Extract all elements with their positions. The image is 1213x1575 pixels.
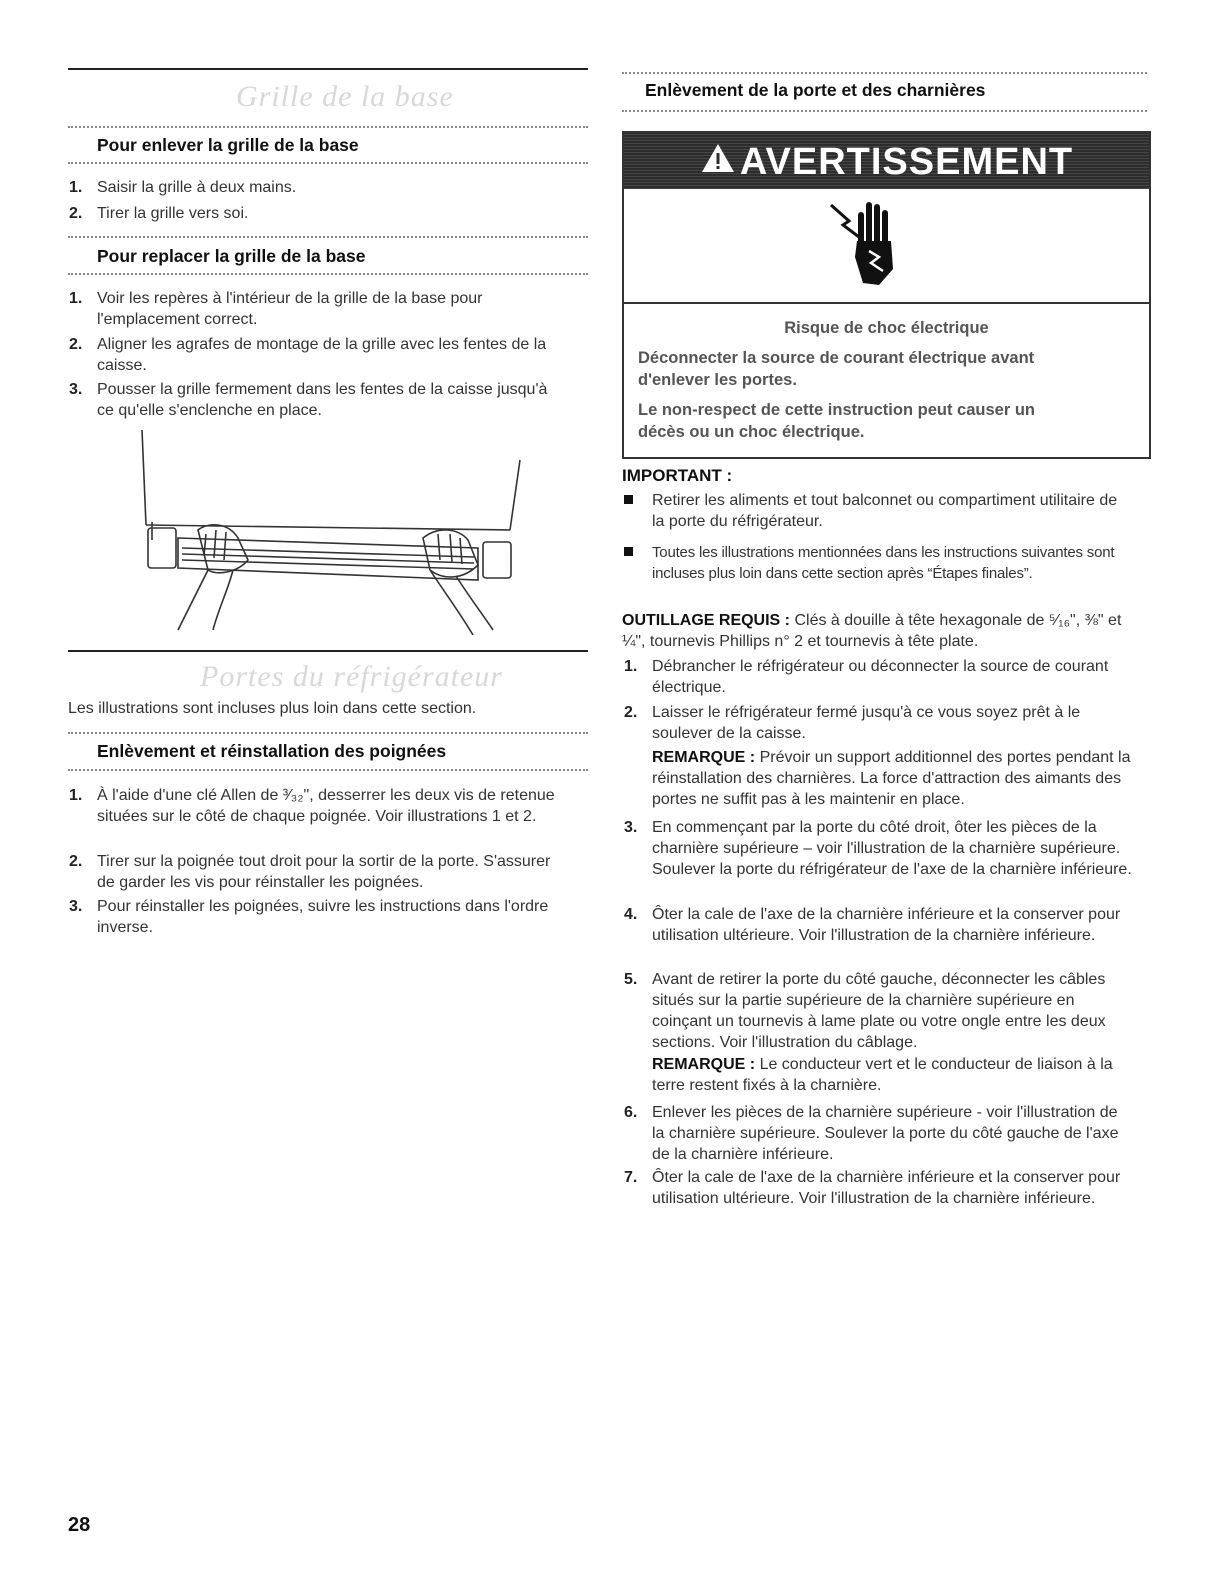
warning-title: AVERTISSEMENT — [739, 141, 1074, 183]
list-item: 1. Saisir la grille à deux mains. — [69, 179, 297, 196]
divider — [68, 162, 588, 164]
subtitle-handles: Enlèvement et réinstallation des poignées — [97, 741, 447, 761]
subtitle-remove-grille: Pour enlever la grille de la base — [97, 135, 359, 155]
subtitle-replace-grille: Pour replacer la grille de la base — [97, 246, 366, 266]
list-item: 3. Pousser la grille fermement dans les fentes de la caisse jusqu'à ce qu'elle s'enclenche en place. — [69, 381, 548, 419]
section-rule — [68, 650, 588, 652]
list-item: 3. Pour réinstaller les poignées, suivre les instructions dans l'ordre inverse. — [69, 898, 549, 936]
grille-removal-illustration — [138, 430, 538, 640]
divider — [68, 732, 588, 734]
list-item: 2. Tirer la grille vers soi. — [69, 205, 249, 222]
section-intro: Les illustrations sont incluses plus loin dans cette section. — [68, 700, 477, 717]
section-title-portes: Portes du réfrigérateur — [200, 660, 503, 693]
list-item: 1. Débrancher le réfrigérateur ou déconnecter la source de courant électrique. — [624, 658, 1109, 696]
list-item: 1. Voir les repères à l'intérieur de la grille de la base pour l'emplacement correct. — [69, 290, 483, 328]
list-item: 6. Enlever les pièces de la charnière supérieure - voir l'illustration de la charnière supérieure. Soulever la porte du côté gauche de l'axe de la charnière inférieure. — [624, 1104, 1119, 1163]
list-item: 7. Ôter la cale de l'axe de la charnière inférieure et la conserver pour utilisation ultérieure. Voir l'illustration de la charnière inférieure. — [624, 1169, 1121, 1207]
divider — [68, 236, 588, 238]
divider — [622, 72, 1147, 74]
note: REMARQUE : Le conducteur vert et le conducteur de liaison à la terre restent fixés à la charnière. — [652, 1056, 1113, 1094]
divider — [622, 110, 1147, 112]
electric-shock-hand-icon — [829, 195, 909, 295]
divider — [68, 273, 588, 275]
divider — [68, 126, 588, 128]
warning-line-1: Déconnecter la source de courant électrique avant d'enlever les portes. — [638, 349, 1035, 389]
divider — [68, 769, 588, 771]
warning-line-2: Le non-respect de cette instruction peut causer un décès ou un choc électrique. — [638, 401, 1035, 441]
warning-risk: Risque de choc électrique — [784, 319, 989, 337]
note: REMARQUE : Prévoir un support additionnel des portes pendant la réinstallation des charnières. La force d'attraction des aimants des portes ne suffit pas à les maintenir en place. — [652, 749, 1131, 808]
list-item: 2. Laisser le réfrigérateur fermé jusqu'à ce vous soyez prêt à le soulever de la caisse. — [624, 704, 1081, 742]
top-rule-left — [68, 68, 588, 70]
important-label: IMPORTANT : — [622, 466, 733, 485]
list-item: 5. Avant de retirer la porte du côté gauche, déconnecter les câbles situés sur la partie supérieure de la charnière supérieure en coinçant un tournevis à lame plate ou votre ongle entre les deux sections. Voir l'illustration du câblage. — [624, 971, 1106, 1051]
list-item: Retirer les aliments et tout balconnet ou compartiment utilitaire de la porte du réfrigérateur. — [652, 490, 1122, 532]
list-item: Toutes les illustrations mentionnées dans les instructions suivantes sont incluses plus loin dans cette section après “Étapes finales”. — [652, 542, 1144, 584]
list-item: 1. À l'aide d'une clé Allen de ³⁄₃₂", desserrer les deux vis de retenue situées sur le côté de chaque poignée. Voir illustrations 1 et 2. — [69, 787, 555, 825]
warning-triangle-icon — [700, 141, 736, 184]
list-item: 2. Aligner les agrafes de montage de la grille avec les fentes de la caisse. — [69, 336, 547, 374]
subtitle-door-removal: Enlèvement de la porte et des charnières — [645, 80, 986, 100]
divider — [624, 302, 1149, 304]
page-number: 28 — [68, 1514, 91, 1536]
list-item: 2. Tirer sur la poignée tout droit pour la sortir de la porte. S'assurer de garder les vis pour réinstaller les poignées. — [69, 853, 551, 891]
list-item: 4. Ôter la cale de l'axe de la charnière inférieure et la conserver pour utilisation ultérieure. Voir l'illustration de la charnière inférieure. — [624, 906, 1121, 944]
tools-required: OUTILLAGE REQUIS : Clés à douille à tête hexagonale de ⁵⁄₁₆", ⅜" et ¼", tournevis Phillips n° 2 et tournevis à tête plate. — [622, 612, 1122, 650]
warning-box — [622, 131, 1151, 459]
list-item: 3. En commençant par la porte du côté droit, ôter les pièces de la charnière supérieure – voir l'illustration de la charnière supérieure. Soulever la porte du réfrigérateur de l'axe de la charnière inférieure. — [624, 819, 1132, 878]
section-title-grille: Grille de la base — [236, 80, 454, 113]
